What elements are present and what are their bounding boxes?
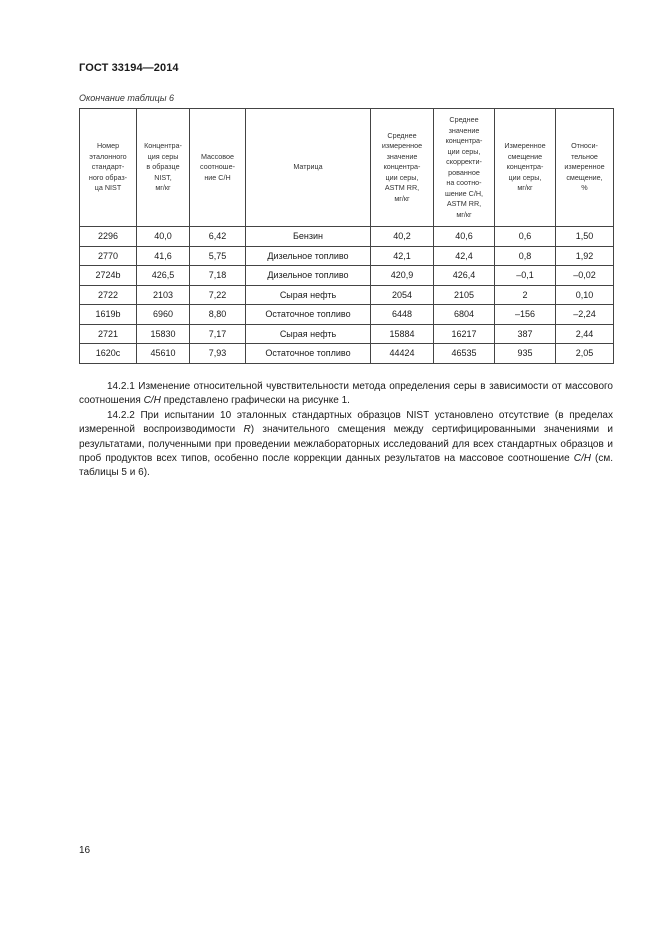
table-cell: 7,17 [190, 324, 246, 344]
table-cell: 8,80 [190, 305, 246, 325]
text-run: представлено графически на рисунке 1. [160, 395, 350, 407]
table-cell: 1619b [80, 305, 137, 325]
table-cell: 6960 [137, 305, 190, 325]
table-cell: 45610 [137, 344, 190, 364]
text-run: (см. таблицы 5 и 6). [79, 453, 613, 479]
table-cell: 7,22 [190, 285, 246, 305]
paragraph-14-2-2 [79, 409, 613, 481]
table-cell: 7,18 [190, 266, 246, 286]
table-cell: 2722 [80, 285, 137, 305]
table-cell: 387 [495, 324, 556, 344]
table-cell: 420,9 [371, 266, 434, 286]
table-cell: 5,75 [190, 246, 246, 266]
table-cell: Бензин [246, 227, 371, 247]
page-number: 16 [79, 845, 91, 856]
text-run: 14.2.1 Изменение относительной чувствительности метода определения серы в зависимости от массового соотношения [79, 381, 613, 407]
table-row [80, 227, 614, 247]
table-cell: 42,1 [371, 246, 434, 266]
table-header-row [80, 109, 614, 227]
table-cell: 2770 [80, 246, 137, 266]
column-header: Измеренное смещение концентра- ции серы, мг/кг [495, 109, 556, 227]
table-cell: 2721 [80, 324, 137, 344]
table-cell: Дизельное топливо [246, 266, 371, 286]
table-cell: Остаточное топливо [246, 344, 371, 364]
table-cell: 2105 [434, 285, 495, 305]
table-cell: 41,6 [137, 246, 190, 266]
table-row [80, 285, 614, 305]
text-run: ) значительного смещения между сертифицированными значениями и результатами, полученными при проведении межлабораторных исследований для всех стандартных образцов и проб продуктов всех типов, особенно после коррекции данных результатов на массовое соотношение [79, 424, 613, 465]
text-run-italic: C/H [573, 453, 591, 465]
column-header: Концентра- ция серы в образце NIST, мг/кг [137, 109, 190, 227]
table-cell: –0,02 [556, 266, 614, 286]
table-cell: 2103 [137, 285, 190, 305]
column-header: Относи- тельное измеренное смещение, % [556, 109, 614, 227]
table-cell: 2724b [80, 266, 137, 286]
table-cell: Сырая нефть [246, 324, 371, 344]
body-text [79, 380, 613, 481]
table-cell: 2296 [80, 227, 137, 247]
table-cell: Сырая нефть [246, 285, 371, 305]
table-cell: 6804 [434, 305, 495, 325]
table-cell: 426,4 [434, 266, 495, 286]
table-cell: 2,44 [556, 324, 614, 344]
table-cell: 15884 [371, 324, 434, 344]
table-row [80, 344, 614, 364]
table-cell: 935 [495, 344, 556, 364]
table-cell: 0,10 [556, 285, 614, 305]
table-cell: 1620c [80, 344, 137, 364]
column-header: Матрица [246, 109, 371, 227]
table-row [80, 324, 614, 344]
table-cell: 426,5 [137, 266, 190, 286]
table-cell: –156 [495, 305, 556, 325]
paragraph-14-2-1 [79, 380, 613, 409]
column-header: Массовое соотноше- ние C/H [190, 109, 246, 227]
table-cell: 16217 [434, 324, 495, 344]
table-cell: 2,05 [556, 344, 614, 364]
table-row [80, 305, 614, 325]
table-cell: 40,6 [434, 227, 495, 247]
table-cell: 1,92 [556, 246, 614, 266]
table-cell: 2 [495, 285, 556, 305]
text-run: 14.2.2 При испытании 10 эталонных стандартных образцов NIST установлено отсутствие (в пределах измеренной воспроизводимости [79, 409, 613, 436]
table-cell: 7,93 [190, 344, 246, 364]
table-cell: 0,6 [495, 227, 556, 247]
table-cell: 40,2 [371, 227, 434, 247]
table-cell: 2054 [371, 285, 434, 305]
table-cell: 44424 [371, 344, 434, 364]
table-cell: Остаточное топливо [246, 305, 371, 325]
table-cell: 46535 [434, 344, 495, 364]
table-row [80, 266, 614, 286]
document-header: ГОСТ 33194—2014 [79, 62, 179, 74]
table-cell: 1,50 [556, 227, 614, 247]
table-cell: Дизельное топливо [246, 246, 371, 266]
table-cell: 15830 [137, 324, 190, 344]
text-run-italic: R [243, 424, 251, 436]
table-cell: 6448 [371, 305, 434, 325]
table-cell: 6,42 [190, 227, 246, 247]
table-caption: Окончание таблицы 6 [79, 93, 174, 103]
table-cell: 42,4 [434, 246, 495, 266]
table-cell: –0,1 [495, 266, 556, 286]
column-header: Среднее измеренное значение концентра- ции серы, ASTM RR, мг/кг [371, 109, 434, 227]
text-run-italic: C/H [143, 395, 161, 407]
table-cell: 0,8 [495, 246, 556, 266]
table-row [80, 246, 614, 266]
column-header: Номер эталонного стандарт- ного образ- ца NIST [80, 109, 137, 227]
data-table [79, 108, 614, 364]
column-header: Среднее значение концентра- ции серы, скорректи- рованное на соотно- шение C/H, ASTM RR, мг/кг [434, 109, 495, 227]
table-cell: –2,24 [556, 305, 614, 325]
table-cell: 40,0 [137, 227, 190, 247]
